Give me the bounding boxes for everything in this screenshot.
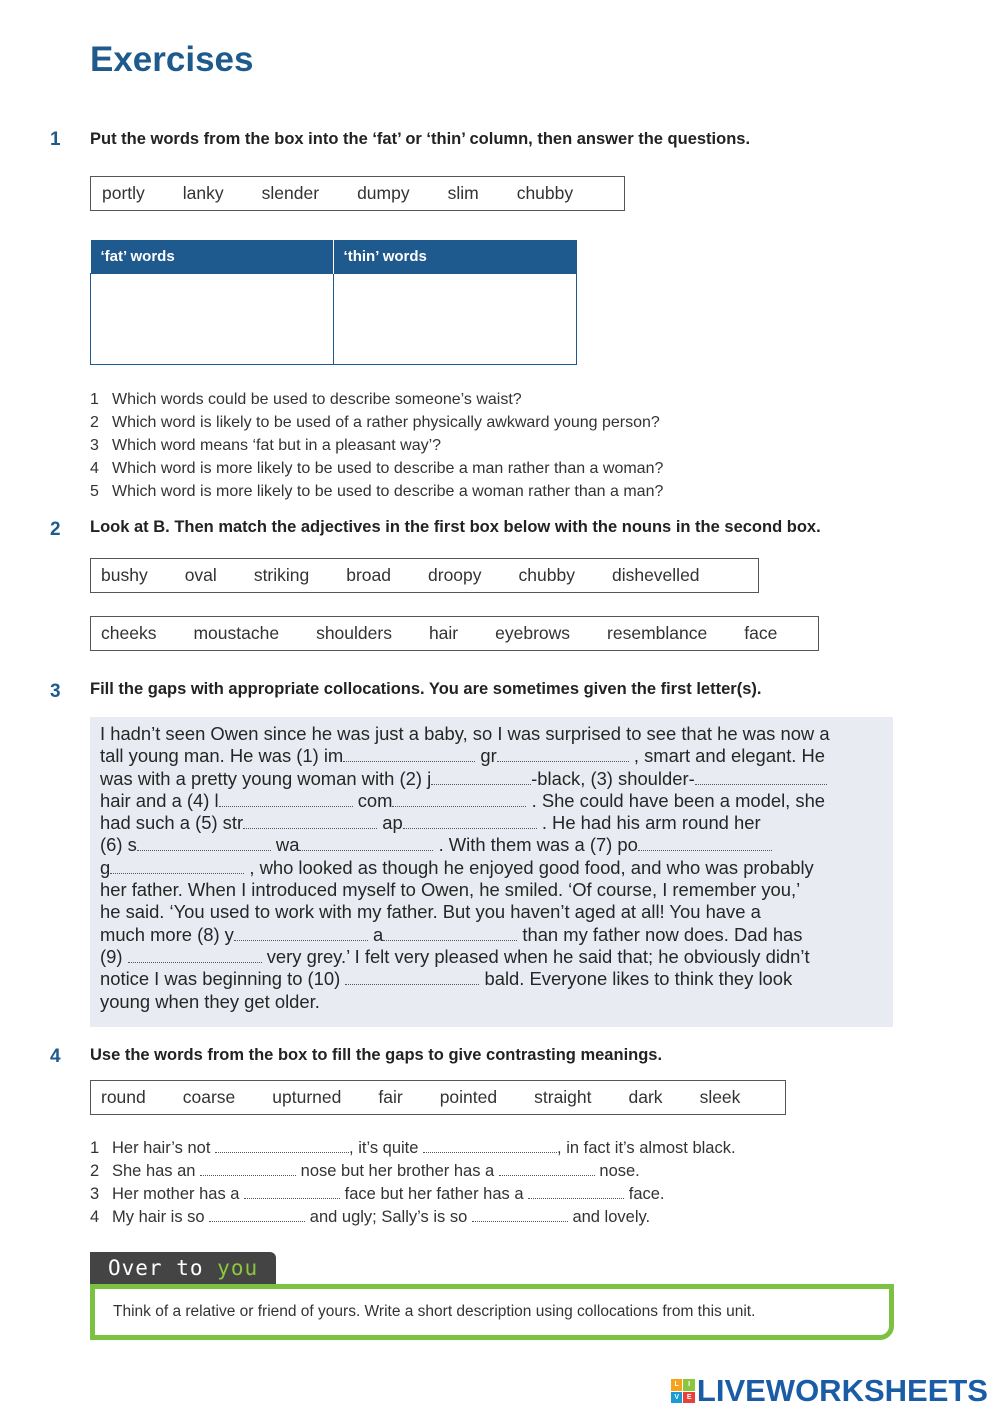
gap-5a[interactable] [243,815,377,829]
adjective-item: droopy [428,565,482,585]
question-item: 1 Which words could be used to describe someone’s waist? [90,391,522,408]
gap-2[interactable] [431,771,531,785]
exercise-1-questions [90,388,663,503]
sentence-item: 1 Her hair’s not , it’s quite , in fact it’s almost black. [90,1139,736,1157]
logo-text: LIVEWORKSHEETS [696,1373,988,1408]
ex4-gap-4b[interactable] [472,1208,568,1222]
over-to-you-tab: Over to you [90,1252,276,1285]
word-box-item: round [101,1087,146,1107]
noun-item: moustache [193,623,280,643]
adjective-item: broad [346,565,392,585]
exercise-4-instruction: Use the words from the box to fill the gaps to give contrasting meanings. [90,1046,663,1064]
adjective-item: dishevelled [611,565,700,585]
question-item: 2 Which word is likely to be used of a rather physically awkward young person? [90,414,660,431]
gap-8b[interactable] [383,927,517,941]
text-line: much more (8) y a than my father now does. Dad has [100,923,803,945]
adjective-item: oval [184,565,217,585]
sentence-item: 4 My hair is so and ugly; Sally’s is so and lovely. [90,1208,651,1226]
text-line: (9) very grey.’ I felt very pleased when he said that; he obviously didn’t [100,945,810,967]
word-box-item: sleek [699,1087,741,1107]
exercise-4-sentences [90,1137,736,1229]
text-line: her father. When I introduced myself to Owen, he smiled. ‘Of course, I remember you,’ [100,879,801,901]
exercise-1-instruction: Put the words from the box into the ‘fat’ or ‘thin’ column, then answer the questions. [90,130,751,148]
exercise-2-number: 2 [50,519,61,540]
gap-4a[interactable] [219,793,353,807]
fat-words-answer-cell[interactable] [91,274,334,365]
word-box-item: lanky [182,183,224,203]
word-box-item: portly [102,183,145,203]
exercise-1-word-box [90,176,625,211]
noun-item: hair [428,623,459,643]
gap-7b[interactable] [110,860,244,874]
noun-item: shoulders [316,623,392,643]
text-line: had such a (5) str ap . He had his arm round her [100,812,761,834]
ex4-gap-1b[interactable] [423,1139,557,1153]
thin-words-answer-cell[interactable] [333,274,576,365]
sentence-item: 3 Her mother has a face but her father has a face. [90,1185,665,1203]
gap-1a[interactable] [343,748,475,762]
adjective-item: striking [253,565,310,585]
ex4-gap-4a[interactable] [209,1208,305,1222]
fat-thin-table [90,240,577,365]
noun-item: cheeks [101,623,157,643]
noun-item: eyebrows [495,623,571,643]
thin-words-header: ‘thin’ words [333,240,576,274]
exercise-4-number: 4 [50,1046,61,1067]
exercise-4-word-box [90,1080,786,1115]
gap-10[interactable] [345,971,479,985]
adjectives-box [90,558,759,593]
gap-8a[interactable] [234,927,368,941]
ex4-gap-2b[interactable] [499,1162,595,1176]
word-box-item: dumpy [357,183,410,203]
word-box-item: coarse [182,1087,236,1107]
word-box-item: slim [447,183,479,203]
exercise-1-number: 1 [50,129,61,150]
gap-6b[interactable] [299,837,433,851]
text-line: was with a pretty young woman with (2) j -black, (3) shoulder- [100,768,883,790]
text-line: tall young man. He was (1) im gr , smart and elegant. He [100,745,826,767]
noun-item: face [744,623,778,643]
word-box-item: upturned [272,1087,342,1107]
word-box-item: slender [261,183,320,203]
gap-9[interactable] [128,949,262,963]
text-line: I hadn’t seen Owen since he was just a baby, so I was surprised to see that he was now a [100,723,830,744]
over-to-you-text: Think of a relative or friend of yours. Write a short description using collocations from this unit. [113,1303,756,1320]
fat-words-header: ‘fat’ words [91,240,334,274]
question-item: 4 Which word is more likely to be used to describe a man rather than a woman? [90,460,664,477]
logo-mark-icon: L I V E [671,1379,695,1403]
text-line: notice I was beginning to (10) bald. Everyone likes to think they look [100,968,793,990]
question-item: 5 Which word is more likely to be used to describe a woman rather than a man? [90,483,664,500]
gap-7a[interactable] [638,837,772,851]
liveworksheets-logo [671,1373,988,1409]
adjective-item: bushy [101,565,148,585]
gap-6a[interactable] [137,837,271,851]
text-line: he said. ‘You used to work with my father. But you haven’t aged at all! You have a [100,901,761,923]
gap-fill-text-box [90,717,893,1027]
gap-3[interactable] [695,771,827,785]
word-box-item: straight [534,1087,592,1107]
text-line: g , who looked as though he enjoyed good food, and who was probably [100,856,814,878]
question-item: 3 Which word means ‘fat but in a pleasant way’? [90,437,442,454]
over-to-you-box [90,1284,894,1340]
sentence-item: 2 She has an nose but her brother has a nose. [90,1162,640,1180]
gap-5b[interactable] [403,815,537,829]
ex4-gap-2a[interactable] [200,1162,296,1176]
word-box-item: fair [378,1087,403,1107]
noun-item: resemblance [607,623,708,643]
word-box-item: dark [628,1087,663,1107]
word-box-item: pointed [439,1087,498,1107]
gap-1b[interactable] [497,748,629,762]
gap-4b[interactable] [392,793,526,807]
ex4-gap-3a[interactable] [244,1185,340,1199]
adjective-item: chubby [518,565,575,585]
ex4-gap-1a[interactable] [215,1139,349,1153]
text-line: (6) s wa . With them was a (7) po [100,834,883,856]
exercise-3-number: 3 [50,681,61,702]
text-line: young when they get older. [100,990,320,1012]
nouns-box [90,616,819,651]
word-box-item: chubby [516,183,574,203]
exercise-2-instruction: Look at B. Then match the adjectives in the first box below with the nouns in the second box. [90,518,821,536]
text-line: hair and a (4) l com . She could have been a model, she [100,789,826,811]
ex4-gap-3b[interactable] [528,1185,624,1199]
exercise-3-instruction: Fill the gaps with appropriate collocations. You are sometimes given the first letter(s). [90,680,762,698]
page-title: Exercises [90,40,254,79]
